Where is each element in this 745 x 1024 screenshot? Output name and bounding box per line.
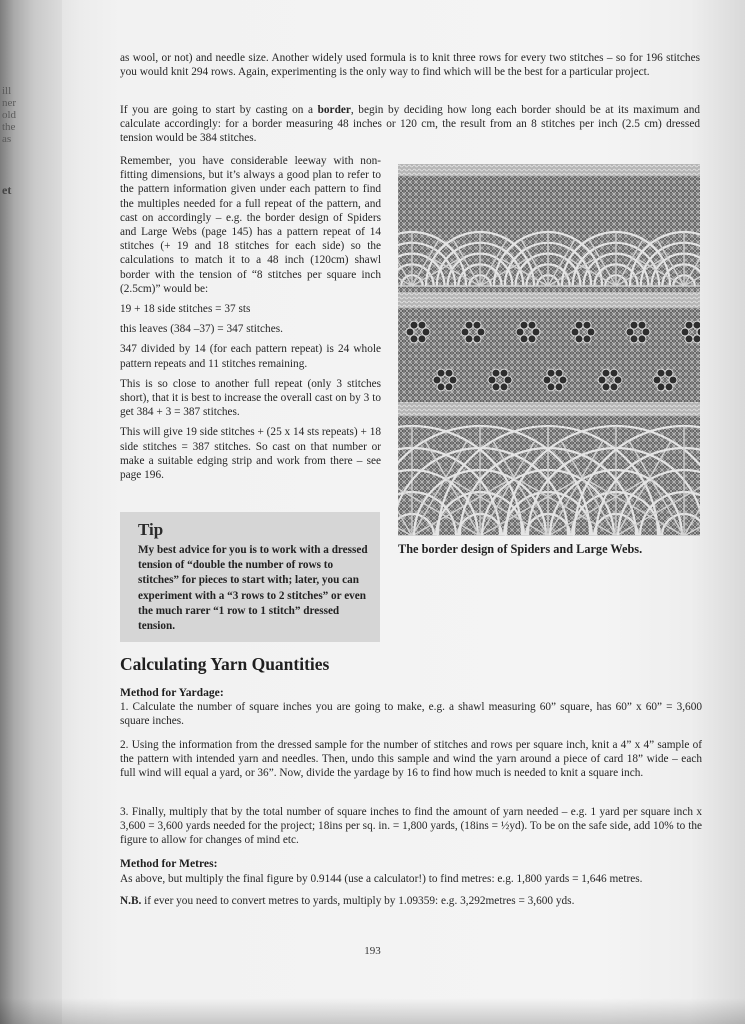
spider-eyelet bbox=[665, 383, 673, 391]
nb-text: if ever you need to convert metres to yards, multiply by 1.09359: e.g. 3,292metres = 3,600 yds. bbox=[141, 895, 575, 907]
metres-heading: Method for Metres: bbox=[120, 857, 218, 870]
book-gutter bbox=[0, 0, 62, 1024]
spider-eyelet bbox=[500, 369, 508, 377]
spider-eyelet bbox=[500, 383, 508, 391]
spider-eyelet bbox=[602, 369, 610, 377]
page-number: 193 bbox=[364, 945, 381, 957]
left-paragraph: This will give 19 side stitches + (25 x 14 sts repeats) + 18 side stitches = 387 stitches. So cast on that number or make a suitable edging strip and work from there – see page 196. bbox=[120, 426, 381, 482]
margin-fragment: et bbox=[2, 183, 12, 197]
spider-eyelet bbox=[693, 335, 700, 343]
spider-eyelet bbox=[445, 383, 453, 391]
spider-eyelet bbox=[528, 321, 536, 329]
spider-eyelet bbox=[693, 321, 700, 329]
tip-box bbox=[120, 512, 380, 642]
metres-text: As above, but multiply the final figure by 0.9144 (use a calculator!) to find metres: e.g. 1,800 yards = 1,646 metres. bbox=[120, 873, 643, 885]
spider-eyelet bbox=[610, 383, 618, 391]
yardage-step: 3. Finally, multiply that by the total number of square inches to find the amount of yarn needed – e.g. 1 yard per square inch x 3,600 = 3,600 yards needed for the project; 18ins per sq. in. = 1,800 yards, (18ins = ½yd). To be on the safe side, add 10% to the figure to allow for changes of mind etc. bbox=[120, 806, 702, 847]
left-paragraph: this leaves (384 –37) = 347 stitches. bbox=[120, 323, 283, 336]
margin-fragment: old bbox=[2, 109, 17, 121]
spider-eyelet bbox=[555, 383, 563, 391]
text-run: , begin by deciding how long each border should be at its maximum and calculate accordingly: for a border measuring 48 inches or 120 cm, the result from an 8 stitches per inch (2.5 cm) dressed tension would be 384 stitches. bbox=[120, 104, 700, 145]
left-paragraph: 347 divided by 14 (for each pattern repeat) is 24 whole pattern repeats and 11 stitches remaining. bbox=[120, 343, 381, 370]
margin-fragment: ill bbox=[2, 85, 12, 97]
spider-eyelet bbox=[473, 335, 481, 343]
intro-paragraph-1: as wool, or not) and needle size. Another widely used formula is to knit three rows for every two stitches – so for 196 stitches you would knit 294 rows. Again, experimenting is the only way to find which will be the best for a particular project. bbox=[120, 52, 700, 79]
spider-eyelet bbox=[575, 321, 583, 329]
spider-eyelet bbox=[583, 321, 591, 329]
intro-paragraph-2 bbox=[120, 103, 700, 146]
bold-term: border bbox=[317, 104, 351, 116]
left-paragraph: 19 + 18 side stitches = 37 sts bbox=[120, 303, 251, 316]
spider-eyelet bbox=[610, 369, 618, 377]
tip-title: Tip bbox=[138, 520, 164, 539]
spider-eyelet bbox=[437, 369, 445, 377]
spider-eyelet bbox=[445, 369, 453, 377]
spider-eyelet bbox=[410, 321, 418, 329]
margin-fragment: as bbox=[2, 133, 12, 145]
section-title: Calculating Yarn Quantities bbox=[120, 654, 330, 674]
spider-eyelet bbox=[528, 335, 536, 343]
spider-eyelet bbox=[657, 369, 665, 377]
figure-caption: The border design of Spiders and Large Webs. bbox=[398, 542, 643, 556]
spider-eyelet bbox=[465, 321, 473, 329]
left-paragraph: Remember, you have considerable leeway with non-fitting dimensions, but it’s always a good plan to refer to the pattern information given under each pattern to find the multiples needed for a full repeat of the pattern, and cast on accordingly – e.g. the border design of Spiders and Large Webs (page 145) has a pattern repeat of 14 stitches (+ 19 and 18 stitches for each side) so the calculations to match it to a 48 inch (120cm) shawl border with the tension of “8 stitches per square inch (2.5cm)” would be: bbox=[120, 155, 381, 295]
spider-eyelet bbox=[555, 369, 563, 377]
page-edge-shadow bbox=[0, 998, 745, 1024]
spider-eyelet bbox=[473, 321, 481, 329]
spider-eyelet bbox=[547, 369, 555, 377]
yardage-step: 1. Calculate the number of square inches you are going to make, e.g. a shawl measuring 60” square, has 60” x 60” = 3,600 square inches. bbox=[120, 701, 702, 728]
spider-eyelet bbox=[418, 321, 426, 329]
spider-eyelet bbox=[685, 321, 693, 329]
nb-label: N.B. bbox=[120, 895, 142, 907]
yardage-step: 2. Using the information from the dressed sample for the number of stitches and rows per square inch, knit a 4” x 4” sample of the pattern with intended yarn and needles. Then, undo this sample and wind the yarn around a piece of card 18” wide – each full wind will equal a yard, or 36”. Now, divide the yardage by 16 to find how much is needed to knit a square inch. bbox=[120, 739, 702, 780]
spider-eyelet bbox=[520, 321, 528, 329]
spider-eyelet bbox=[583, 335, 591, 343]
facing-page-fragments bbox=[2, 85, 16, 145]
left-column bbox=[120, 154, 381, 488]
margin-fragment: ner bbox=[2, 97, 17, 109]
spider-eyelet bbox=[630, 321, 638, 329]
spider-eyelet bbox=[492, 369, 500, 377]
yardage-heading: Method for Yardage: bbox=[120, 686, 224, 699]
text-run: If you are going to start by casting on a bbox=[120, 104, 318, 116]
nb-note bbox=[120, 894, 702, 908]
margin-fragment: the bbox=[2, 121, 16, 133]
left-paragraph: This is so close to another full repeat (only 3 stitches short), that it is best to increase the overall cast on by 3 to get 384 + 3 = 387 stitches. bbox=[120, 377, 381, 419]
tip-body: My best advice for you is to work with a dressed tension of “double the number of rows to stitches” for pieces to start with; later, you can experiment with a “3 rows to 2 stitches” or even the much rarer “1 row to 1 stitch” dressed tension. bbox=[138, 544, 368, 633]
lace-border-photo bbox=[398, 164, 700, 536]
spider-eyelet bbox=[418, 335, 426, 343]
spider-eyelet bbox=[638, 335, 646, 343]
spider-eyelet bbox=[665, 369, 673, 377]
spider-eyelet bbox=[638, 321, 646, 329]
